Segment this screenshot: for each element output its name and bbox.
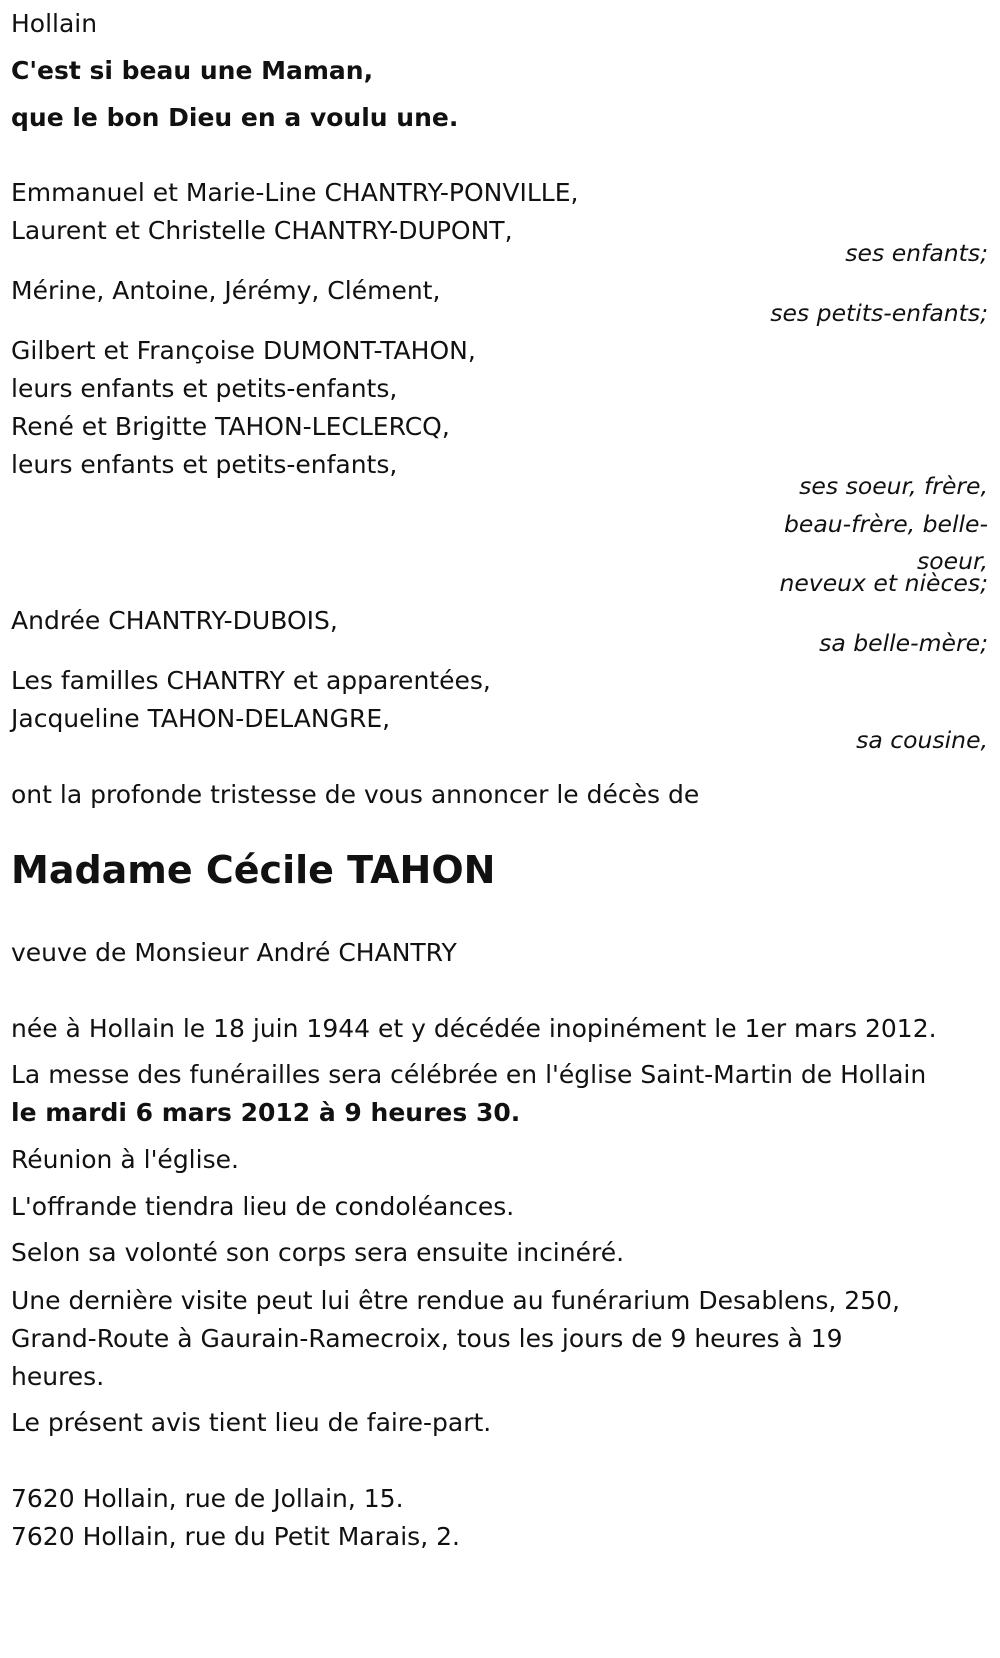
visit-line-3: heures. (11, 1362, 105, 1391)
siblings-label-1: ses soeur, frère, (799, 472, 988, 500)
cousin-label: sa cousine, (856, 726, 988, 754)
children-label: ses enfants; (845, 239, 988, 267)
address-2: 7620 Hollain, rue du Petit Marais, 2. (11, 1522, 460, 1551)
families-line-2: Jacqueline TAHON-DELANGRE, (11, 704, 391, 733)
siblings-line-4: leurs enfants et petits-enfants, (11, 450, 398, 479)
siblings-line-3: René et Brigitte TAHON-LECLERCQ, (11, 412, 450, 441)
mass-line-1: La messe des funérailles sera célébrée en l'église Saint-Martin de Hollain (11, 1060, 927, 1089)
quote-line-1: C'est si beau une Maman, (11, 56, 374, 85)
quote-line-2: que le bon Dieu en a voulu une. (11, 103, 459, 132)
notice-text: Le présent avis tient lieu de faire-part. (11, 1408, 492, 1437)
mother-in-law-line: Andrée CHANTRY-DUBOIS, (11, 606, 338, 635)
place-heading: Hollain (11, 9, 98, 38)
offering-text: L'offrande tiendra lieu de condoléances. (11, 1192, 515, 1221)
cremation-text: Selon sa volonté son corps sera ensuite incinéré. (11, 1238, 625, 1267)
meeting-text: Réunion à l'église. (11, 1145, 239, 1174)
visit-line-1: Une dernière visite peut lui être rendue au funérarium Desablens, 250, (11, 1286, 900, 1315)
widow-of-text: veuve de Monsieur André CHANTRY (11, 938, 457, 967)
grandchildren-label: ses petits-enfants; (770, 299, 988, 327)
visit-line-2: Grand-Route à Gaurain-Ramecroix, tous les jours de 9 heures à 19 (11, 1324, 843, 1353)
siblings-line-1: Gilbert et Françoise DUMONT-TAHON, (11, 336, 476, 365)
deceased-name: Madame Cécile TAHON (11, 848, 496, 892)
children-line-2: Laurent et Christelle CHANTRY-DUPONT, (11, 216, 513, 245)
families-line-1: Les familles CHANTRY et apparentées, (11, 666, 491, 695)
siblings-label-2: beau-frère, belle- (784, 510, 988, 538)
address-1: 7620 Hollain, rue de Jollain, 15. (11, 1484, 404, 1513)
siblings-label-3: soeur, (917, 547, 988, 575)
birth-death-text: née à Hollain le 18 juin 1944 et y décédée inopinément le 1er mars 2012. (11, 1014, 937, 1043)
children-line-1: Emmanuel et Marie-Line CHANTRY-PONVILLE, (11, 178, 579, 207)
siblings-label-4: neveux et nièces; (779, 569, 988, 597)
mother-in-law-label: sa belle-mère; (819, 629, 988, 657)
mass-date: le mardi 6 mars 2012 à 9 heures 30. (11, 1098, 521, 1127)
grandchildren-line: Mérine, Antoine, Jérémy, Clément, (11, 276, 441, 305)
announcement-text: ont la profonde tristesse de vous annoncer le décès de (11, 780, 700, 809)
siblings-line-2: leurs enfants et petits-enfants, (11, 374, 398, 403)
